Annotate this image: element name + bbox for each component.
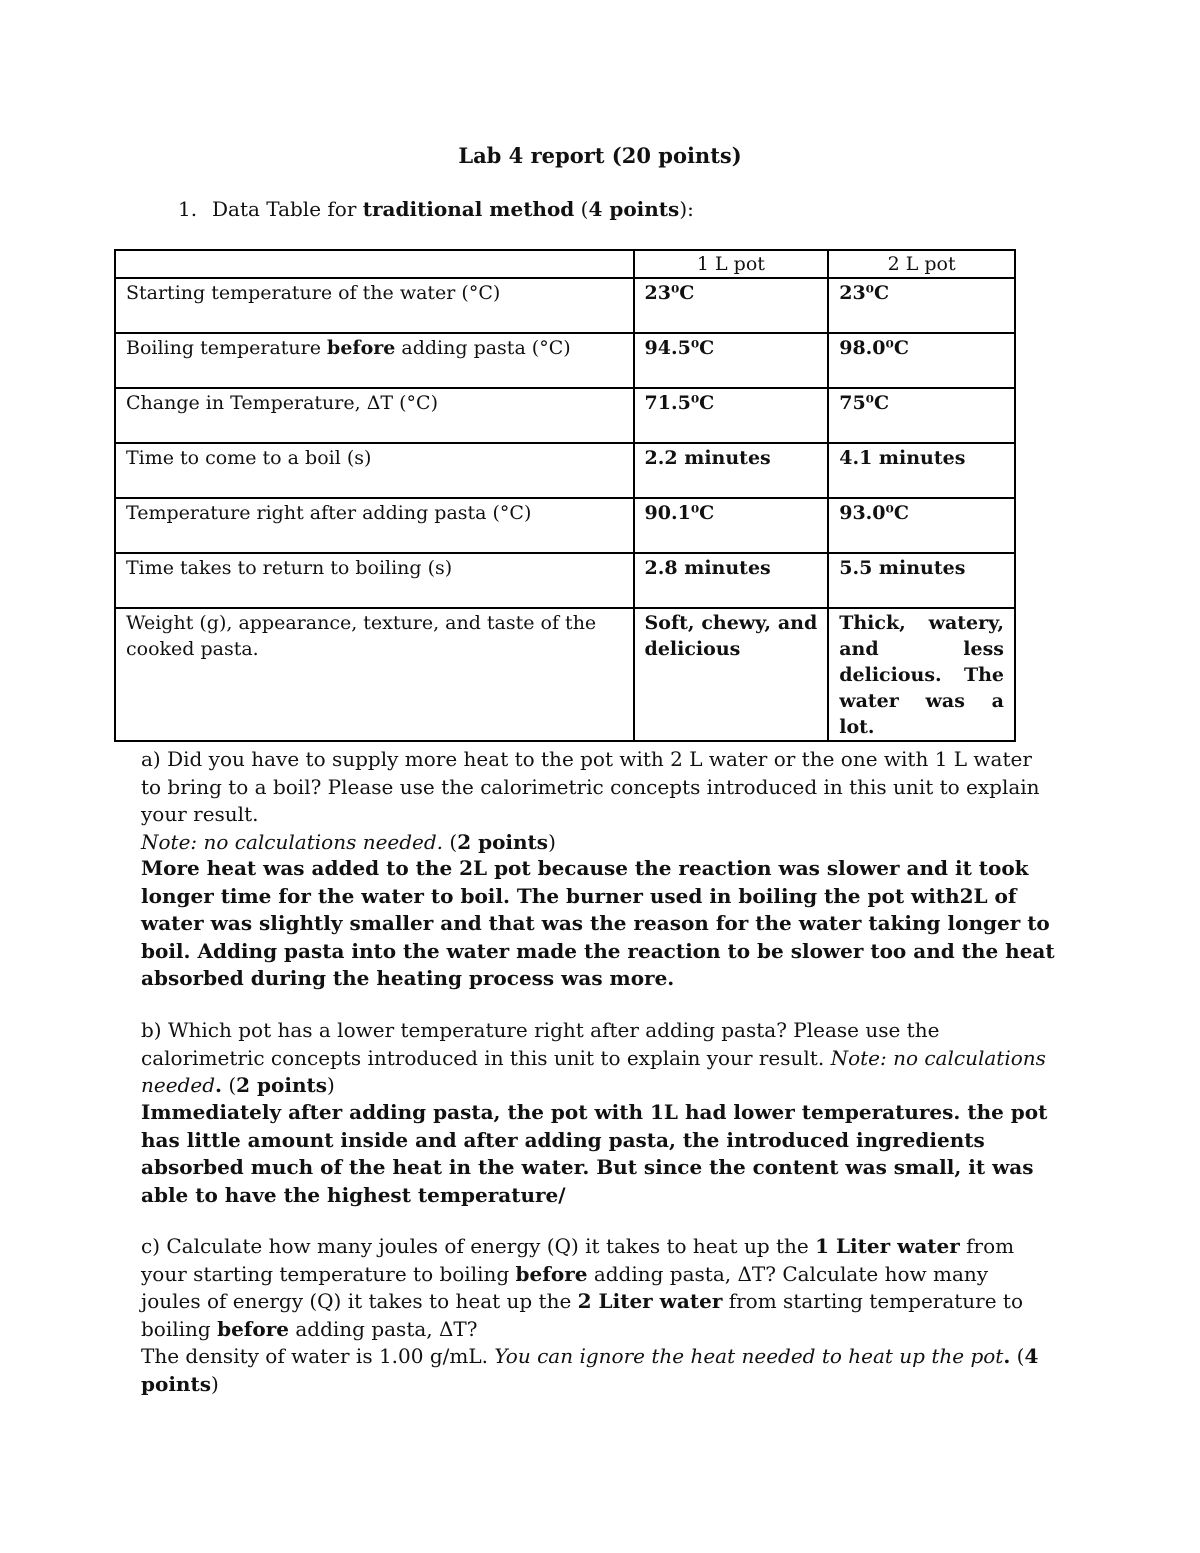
table-row: [115, 553, 1015, 608]
cell-1l-value: 23⁰C: [634, 278, 829, 333]
question-c-bold-4: before: [217, 1316, 289, 1341]
data-table: [114, 249, 1016, 742]
heading-points: 4 points: [588, 197, 680, 221]
section-heading-data-table: [178, 197, 694, 221]
question-a: [141, 746, 1051, 856]
row-label: Temperature right after adding pasta (°C): [115, 498, 634, 553]
cell-2l-value: 4.1 minutes: [828, 443, 1015, 498]
cell-2l-value: Thick, watery, and less delicious. The water was a lot.: [828, 608, 1015, 741]
cell-2l-value: 23⁰C: [828, 278, 1015, 333]
table-header-row: [115, 250, 1015, 278]
row-label: [115, 333, 634, 388]
question-c-bold-3: 2 Liter water: [577, 1289, 723, 1313]
question-c: [141, 1233, 1051, 1398]
question-a-text: a) Did you have to supply more heat to the pot with 2 L water or the one with 1 L water to bring to a boil? Please use the calorimetric concepts introduced in this unit to explain your result.: [141, 747, 1040, 826]
cell-1l-value: 71.5⁰C: [634, 388, 829, 443]
cell-2l-value: 75⁰C: [828, 388, 1015, 443]
question-a-note: Note: no calculations needed.: [141, 829, 444, 854]
answer-b: Immediately after adding pasta, the pot with 1L had lower temperatures. the pot has little amount inside and after adding pasta, the introduced ingredients absorbed much of the heat in the water. But since the content was small, it was able to have the highest temperature/: [141, 1100, 1048, 1207]
question-c-text-1: c) Calculate how many joules of energy (Q) it takes to heat up the: [141, 1234, 816, 1258]
row-label: Time to come to a boil (s): [115, 443, 634, 498]
question-b-dot: .: [215, 1073, 222, 1097]
question-b-text: b) Which pot has a lower temperature right after adding pasta? Please use the calorimetric concepts introduced in this unit to explain your result.: [141, 1018, 940, 1070]
answer-a: More heat was added to the 2L pot because the reaction was slower and it took longer time for the water to boil. The burner used in boiling the pot with2L of water was slightly smaller and that was the reason for the water taking longer to boil. Adding pasta into the water made the reaction to be slower too and the heat absorbed during the heating process was more.: [141, 856, 1055, 990]
cell-1l-value: Soft, chewy, and delicious: [634, 608, 829, 741]
heading-bold-text: traditional method: [362, 197, 575, 221]
cell-1l-value: 90.1⁰C: [634, 498, 829, 553]
question-c-dot: .: [1003, 1344, 1011, 1368]
header-cell-label: [115, 250, 634, 278]
question-c-bold-1: 1 Liter water: [815, 1234, 960, 1258]
table-row: [115, 388, 1015, 443]
page-title: Lab 4 report (20 points): [458, 143, 742, 168]
row-label-text-end: adding pasta (°C): [395, 337, 571, 359]
row-label: Starting temperature of the water (°C): [115, 278, 634, 333]
question-b: [141, 1017, 1051, 1100]
question-a-points-open: (: [443, 829, 458, 854]
table-row: [115, 498, 1015, 553]
question-c-points: 4 points: [141, 1344, 1039, 1396]
question-a-points: 2 points: [457, 829, 549, 854]
row-label: Change in Temperature, ΔT (°C): [115, 388, 634, 443]
cell-1l-value: 2.8 minutes: [634, 553, 829, 608]
question-c-text-5: adding pasta, ΔT?: [289, 1316, 478, 1341]
header-cell-1l-pot: 1 L pot: [634, 250, 829, 278]
question-c-text-2: from your starting temperature to boiling: [141, 1234, 1015, 1286]
row-label: Weight (g), appearance, texture, and taste of the cooked pasta.: [115, 608, 634, 741]
table-row: [115, 443, 1015, 498]
row-label: Time takes to return to boiling (s): [115, 553, 634, 608]
question-b-points-open: (: [221, 1073, 237, 1097]
row-label-text: Boiling temperature: [126, 337, 328, 359]
cell-1l-value: 94.5⁰C: [634, 333, 829, 388]
question-b-points: 2 points: [236, 1073, 327, 1097]
question-c-note: You can ignore the heat needed to heat up the pot: [494, 1344, 1004, 1368]
question-b-note: Note: no calculations needed: [141, 1045, 1046, 1097]
table-row: [115, 608, 1015, 741]
cell-1l-value: 2.2 minutes: [634, 443, 829, 498]
table-row: [115, 333, 1015, 388]
row-label-bold: before: [327, 337, 396, 359]
question-c-points-open: (: [1010, 1344, 1025, 1368]
header-cell-2l-pot: 2 L pot: [828, 250, 1015, 278]
list-number: 1.: [178, 197, 198, 221]
cell-2l-value: 5.5 minutes: [828, 553, 1015, 608]
heading-text-close: ):: [679, 197, 694, 221]
question-a-points-close: ): [548, 829, 556, 854]
question-c-points-close: ): [210, 1371, 219, 1396]
cell-2l-value: 93.0⁰C: [828, 498, 1015, 553]
question-c-bold-2: before: [515, 1261, 588, 1286]
question-b-points-close: ): [326, 1073, 335, 1097]
question-c-text-4: from starting temperature to boiling: [141, 1289, 1024, 1341]
cell-2l-value: 98.0⁰C: [828, 333, 1015, 388]
heading-text-open: (: [574, 197, 589, 221]
question-c-text-3: adding pasta, ΔT? Calculate how many joules of energy (Q) it takes to heat up the: [141, 1261, 989, 1313]
table-row: [115, 278, 1015, 333]
heading-text: Data Table for: [212, 197, 363, 221]
question-c-density: The density of water is 1.00 g/mL.: [141, 1344, 495, 1368]
